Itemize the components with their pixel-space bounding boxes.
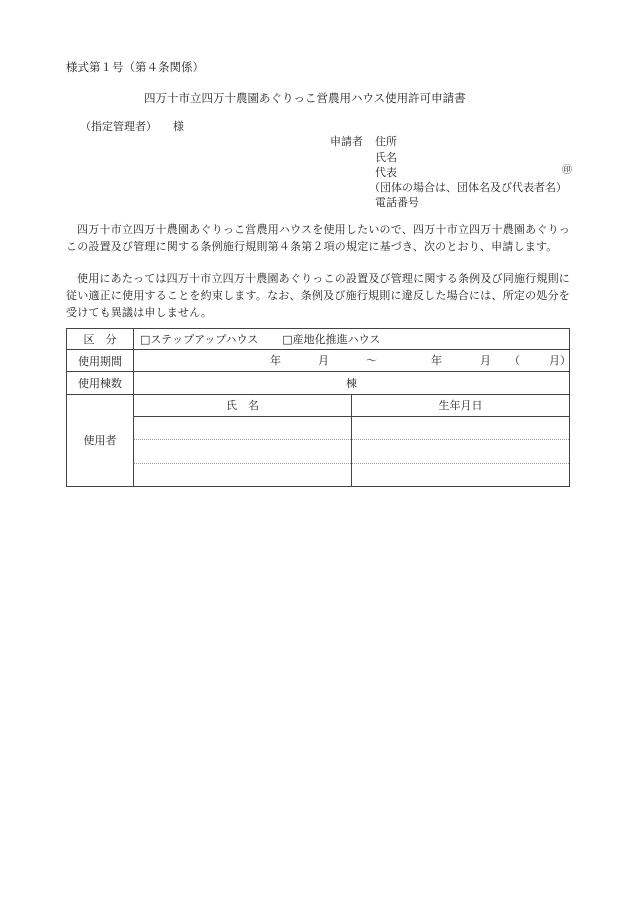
count-unit: 棟 [346,377,357,391]
addressee [80,121,184,132]
table-row [67,417,570,440]
user-name-cell[interactable] [134,417,352,440]
users-label: 使用者 [67,394,134,486]
body-paragraph-2: 使用にあたっては四万十市立四万十農園あぐりっこの設置及び管理に関する条例及び同施行規則に従い適正に使用することを約束します。なお、条例及び施行規則に違反した場合には、所定の処分を受けても異議は申しません。 [66,272,570,319]
count-label: 使用棟数 [67,372,134,394]
form-number: 様式第１号（第４条関係） [66,60,204,74]
user-name-cell[interactable] [134,440,352,463]
body-paragraph-1: 四万十市立四万十農園あぐりっこ営農用ハウスを使用したいので、四万十市立四万十農園あぐりっこの設置及び管理に関する条例施行規則第４条第２項の規定に基づき、次のとおり、申請します。 [66,223,570,253]
user-birth-cell[interactable] [352,440,570,463]
user-birth-cell[interactable] [352,463,570,486]
table-row [67,440,570,463]
table-row [67,463,570,486]
col-name-header: 氏 名 [134,394,352,416]
page-title: 四万十市立四万十農園あぐりっこ営農用ハウス使用許可申請書 [144,91,466,105]
period-year-2: 年 [431,354,442,368]
addressee-name: （指定管理者） [80,120,157,133]
phone-label: 電話番号 [375,196,419,209]
seal-mark: ㊞ [562,165,572,176]
table-row-type [67,329,570,350]
addressee-honorific: 様 [173,120,184,133]
table-row-period [67,350,570,372]
period-year-1: 年 [270,354,281,368]
period-month-2: 月 [480,354,491,368]
period-paren-close: 月） [549,354,571,368]
option-production-checkbox[interactable]: □産地化推進ハウス [282,333,381,347]
type-label: 区 分 [67,329,134,350]
period-label: 使用期間 [67,350,134,372]
table-row-count [67,372,570,394]
user-name-cell[interactable] [134,463,352,486]
user-birth-cell[interactable] [352,417,570,440]
name-label: 氏名 [375,151,397,164]
table-row-users-header [67,394,570,416]
application-table [66,328,570,487]
option-stepup-checkbox[interactable]: □ステップアップハウス [140,333,259,347]
applicant-heading: 申請者 [330,135,363,148]
period-tilde: ～ [366,354,377,368]
period-month-1: 月 [318,354,329,368]
period-field[interactable] [134,350,570,372]
col-birth-header: 生年月日 [352,394,570,416]
address-label: 住所 [375,135,397,148]
group-note: （団体の場合は、団体名及び代表者名） [369,181,567,194]
representative-label: 代表 [375,166,397,179]
count-field[interactable] [134,372,570,394]
period-paren-open: （ [509,354,520,368]
